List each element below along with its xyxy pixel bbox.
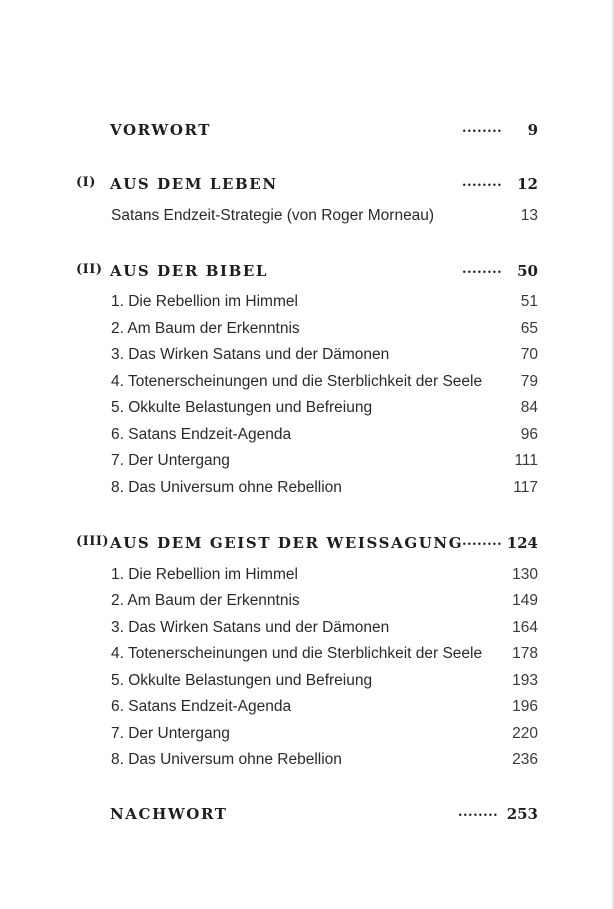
entry-title: 4. Totenerscheinungen und die Sterblichkeit der Seele (111, 373, 483, 390)
part-number: (II) (76, 262, 103, 277)
toc-entry[interactable] (0, 320, 614, 342)
entry-title: 1. Die Rebellion im Himmel (111, 293, 298, 310)
page-number: 149 (512, 592, 538, 609)
leader-dots: ........ (462, 262, 503, 277)
toc-entry[interactable] (0, 346, 614, 368)
heading-title: AUS DEM GEIST DER WEISSAGUNG (110, 534, 464, 552)
entry-title: 1. Die Rebellion im Himmel (111, 566, 298, 583)
toc-entry[interactable] (0, 751, 614, 773)
toc-entry[interactable] (0, 645, 614, 667)
page-number: 70 (520, 346, 538, 363)
page-number: 96 (520, 426, 538, 443)
toc-entry[interactable] (0, 452, 614, 474)
entry-title: 3. Das Wirken Satans und der Dämonen (111, 619, 390, 636)
page-number: 220 (512, 725, 538, 742)
leader-dots: ........ (462, 175, 503, 190)
entry-title: 5. Okkulte Belastungen und Befreiung (111, 399, 373, 416)
entry-title: 5. Okkulte Belastungen und Befreiung (111, 672, 373, 689)
toc-entry[interactable] (0, 373, 614, 395)
entry-title: 7. Der Untergang (111, 725, 230, 742)
page-number: 12 (517, 175, 538, 193)
toc-entry[interactable] (0, 426, 614, 448)
entry-title: 2. Am Baum der Erkenntnis (111, 320, 300, 337)
toc-heading-part-2[interactable] (0, 262, 614, 286)
toc-heading-part-1[interactable] (0, 175, 614, 199)
entry-title: 2. Am Baum der Erkenntnis (111, 592, 300, 609)
toc-heading-vorwort[interactable] (0, 121, 614, 145)
toc-entry[interactable] (0, 399, 614, 421)
page-number: 124 (506, 534, 538, 552)
page-number: 196 (512, 698, 538, 715)
entry-title: 4. Totenerscheinungen und die Sterblichkeit der Seele (111, 645, 483, 662)
part-number: (III) (76, 534, 110, 549)
page-number: 117 (513, 479, 538, 496)
toc-entry[interactable] (0, 293, 614, 315)
page-number: 164 (512, 619, 538, 636)
page-number: 50 (517, 262, 538, 280)
toc-entry[interactable] (0, 207, 614, 229)
page-number: 9 (527, 121, 538, 139)
leader-dots: ........ (458, 805, 499, 820)
toc-heading-part-3[interactable] (0, 534, 614, 558)
entry-title: 6. Satans Endzeit-Agenda (111, 426, 292, 443)
toc-entry[interactable] (0, 479, 614, 501)
heading-title: NACHWORT (110, 805, 228, 823)
entry-title: Satans Endzeit-Strategie (von Roger Morneau) (111, 207, 435, 224)
toc-entry[interactable] (0, 566, 614, 588)
leader-dots: ........ (462, 121, 503, 136)
part-number: (I) (76, 175, 96, 190)
heading-title: AUS DEM LEBEN (110, 175, 278, 193)
entry-title: 3. Das Wirken Satans und der Dämonen (111, 346, 390, 363)
page-number: 253 (506, 805, 538, 823)
toc-entry[interactable] (0, 672, 614, 694)
page-number: 236 (512, 751, 538, 768)
toc-entry[interactable] (0, 592, 614, 614)
heading-title: VORWORT (110, 121, 212, 139)
toc-entry[interactable] (0, 725, 614, 747)
page-number: 130 (512, 566, 538, 583)
toc-entry[interactable] (0, 619, 614, 641)
entry-title: 7. Der Untergang (111, 452, 230, 469)
page-number: 13 (520, 207, 538, 224)
page-number: 65 (520, 320, 538, 337)
toc-heading-nachwort[interactable] (0, 805, 614, 829)
toc-entry[interactable] (0, 698, 614, 720)
page-number: 178 (512, 645, 538, 662)
page-number: 51 (520, 293, 538, 310)
page-number: 111 (514, 452, 538, 469)
leader-dots: ........ (462, 534, 503, 549)
page-number: 84 (520, 399, 538, 416)
heading-title: AUS DER BIBEL (110, 262, 269, 280)
entry-title: 6. Satans Endzeit-Agenda (111, 698, 292, 715)
entry-title: 8. Das Universum ohne Rebellion (111, 479, 342, 496)
page-number: 79 (520, 373, 538, 390)
page-number: 193 (512, 672, 538, 689)
entry-title: 8. Das Universum ohne Rebellion (111, 751, 342, 768)
